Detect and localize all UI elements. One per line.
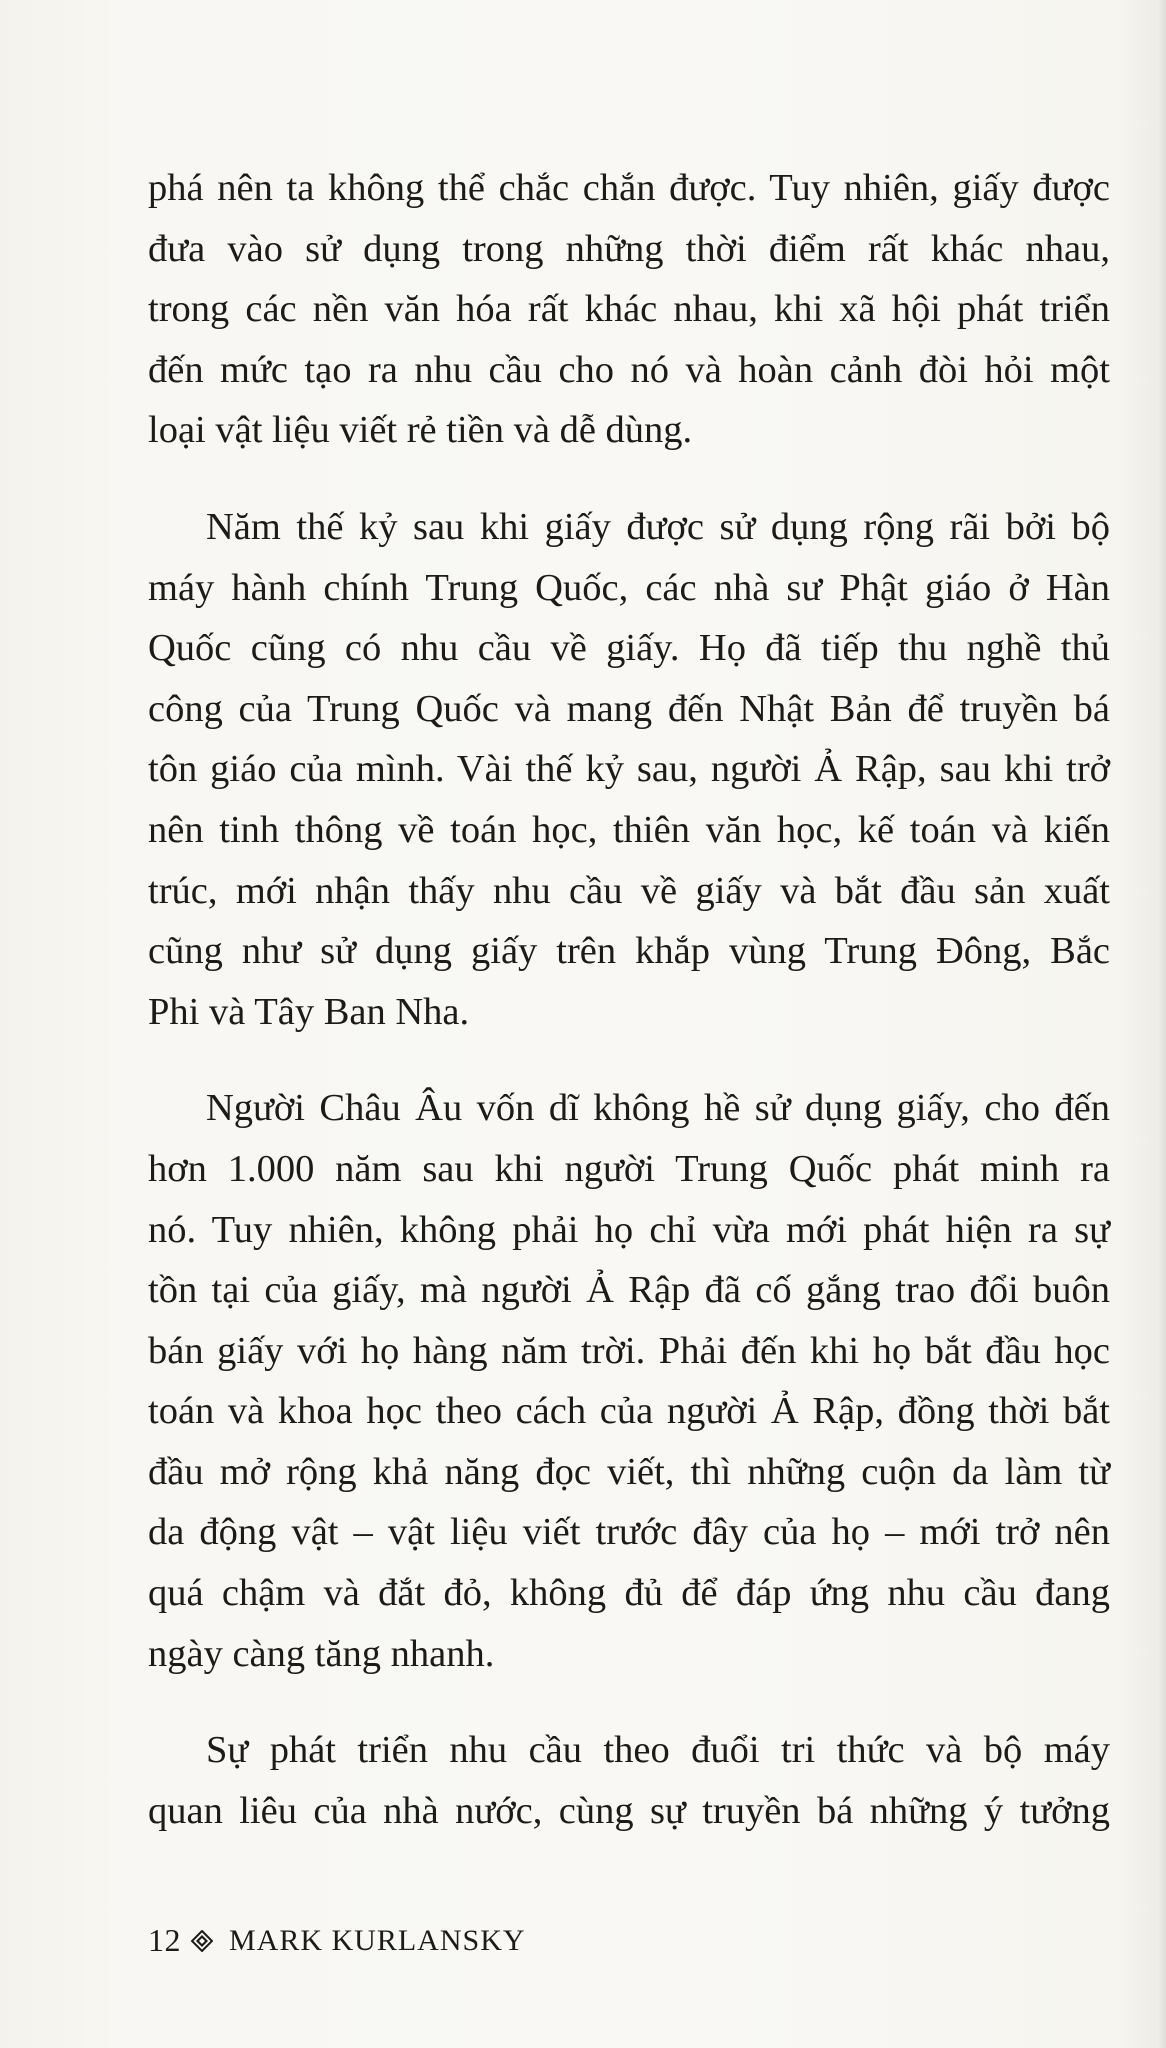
text-line: quan liêu của nhà nước, cùng sự truyền bá những ý tưởng [148, 1789, 1110, 1832]
page-number: 12 [148, 1922, 181, 1958]
text-line: hơn 1.000 năm sau khi người Trung Quốc phát minh ra [148, 1147, 1110, 1190]
text-line: trúc, mới nhận thấy nhu cầu về giấy và bắt đầu sản xuất [148, 869, 1110, 912]
paragraph-1 [148, 158, 1110, 461]
paragraph-2 [148, 497, 1110, 1042]
text-line: công của Trung Quốc và mang đến Nhật Bản để truyền bá [148, 687, 1110, 730]
text-line: tồn tại của giấy, mà người Ả Rập đã cố gắng trao đổi buôn [148, 1269, 1110, 1312]
text-line: Năm thế kỷ sau khi giấy được sử dụng rộng rãi bởi bộ [206, 505, 1110, 548]
text-line: toán và khoa học theo cách của người Ả Rập, đồng thời bắt [148, 1390, 1110, 1433]
text-line: trong các nền văn hóa rất khác nhau, khi xã hội phát triển [148, 288, 1110, 331]
author-name: MARK KURLANSKY [229, 1923, 526, 1957]
text-line: nó. Tuy nhiên, không phải họ chỉ vừa mới phát hiện ra sự [148, 1208, 1110, 1251]
text-line: nên tinh thông về toán học, thiên văn học, kế toán và kiến [148, 808, 1110, 851]
body-text [148, 158, 1110, 1841]
text-line: Quốc cũng có nhu cầu về giấy. Họ đã tiếp thu nghề thủ [148, 627, 1110, 670]
text-line: loại vật liệu viết rẻ tiền và dễ dùng. [148, 409, 693, 452]
text-line: quá chậm và đắt đỏ, không đủ để đáp ứng nhu cầu đang [148, 1572, 1110, 1615]
paragraph-3 [148, 1078, 1110, 1684]
text-line: da động vật – vật liệu viết trước đây của họ – mới trở nên [148, 1511, 1110, 1554]
text-line: đưa vào sử dụng trong những thời điểm rất khác nhau, [148, 227, 1110, 270]
paragraph-4 [148, 1720, 1110, 1841]
text-line: Người Châu Âu vốn dĩ không hề sử dụng giấy, cho đến [206, 1087, 1110, 1130]
text-line: đến mức tạo ra nhu cầu cho nó và hoàn cảnh đòi hỏi một [148, 348, 1110, 391]
text-line: Sự phát triển nhu cầu theo đuổi tri thức và bộ máy [206, 1729, 1110, 1772]
text-line: bán giấy với họ hàng năm trời. Phải đến khi họ bắt đầu học [148, 1329, 1110, 1372]
text-line: phá nên ta không thể chắc chắn được. Tuy nhiên, giấy được [148, 167, 1110, 209]
text-line: máy hành chính Trung Quốc, các nhà sư Phật giáo ở Hàn [148, 566, 1110, 609]
page-edge [1158, 0, 1166, 2048]
diamond-ornament-icon [191, 1930, 213, 1952]
text-line: ngày càng tăng nhanh. [148, 1632, 495, 1675]
text-line: tôn giáo của mình. Vài thế kỷ sau, người Ả Rập, sau khi trở [148, 748, 1110, 791]
text-line: Phi và Tây Ban Nha. [148, 990, 470, 1033]
text-line: đầu mở rộng khả năng đọc viết, thì những cuộn da làm từ [148, 1450, 1110, 1493]
page-footer [148, 1922, 526, 1959]
text-line: cũng như sử dụng giấy trên khắp vùng Trung Đông, Bắc [148, 930, 1110, 973]
